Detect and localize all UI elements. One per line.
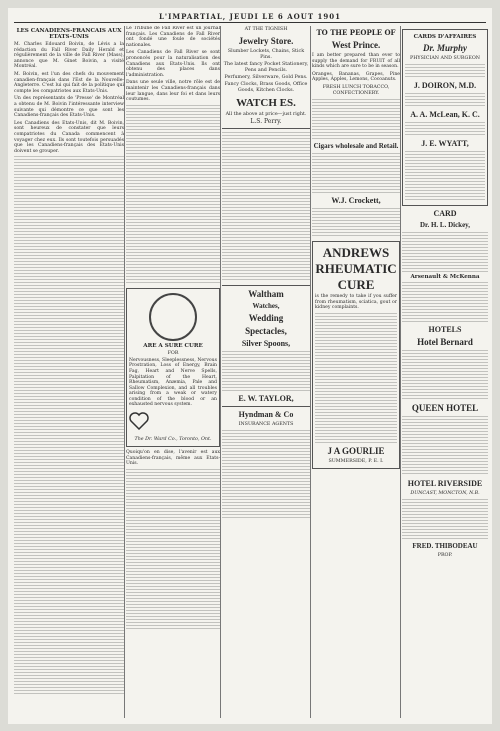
newspaper-page (8, 8, 492, 724)
article-text-block (14, 156, 124, 696)
article-headline: LES CANADIENS-FRANCAIS AUX ETATS-UNIS (16, 28, 122, 40)
wyatt-name: J. E. WYATT, (421, 139, 469, 148)
murphy-sub: PHYSICIAN AND SURGEON (410, 56, 480, 61)
taylor-name: E. W. TAYLOR, (238, 394, 294, 403)
column-rule (400, 26, 401, 718)
card-title: CARD (433, 209, 457, 218)
murphy-name: Dr. Murphy (422, 43, 467, 53)
thibodeau-prop: PROP. (437, 553, 453, 558)
gourlie-sub: SUMMERSIDE, P. E. I. (328, 458, 384, 464)
divider (222, 406, 310, 407)
watches-title: Watches, (252, 302, 280, 310)
remedy-list: Nervousness, Sleeplessness, Nervous Prostration, Loss of Energy, Brain Fag, Heart and Nerve Spells, Palpitation of the Heart, Rheumatism, Anæmia, Pale and Sallow Complexion, and all troubles arising from a weak or watery condition of the blood or an exhausted nervous system. (129, 357, 217, 408)
remedy-advertisement (126, 288, 220, 447)
article-text-block (126, 105, 220, 285)
column-rule (220, 26, 221, 718)
article-paragraph: M. Boivin, est l'un des chefs du mouvement canadien-français dans l'Est de la Nouvelle-Angleterre. C'est lui qui fait de la politique qui compte les compatriotes aux Etats-Unis. (14, 71, 124, 94)
thibodeau-name: FRED. THIBODEAU (412, 542, 478, 550)
waltham-title: Waltham (248, 289, 284, 299)
remedy-for: FOR (167, 350, 179, 356)
hyndman-sub: INSURANCE AGENTS (238, 422, 294, 427)
wedding-title: Wedding (248, 313, 284, 323)
article-text-block (402, 499, 488, 539)
remedy-title: ARE A SURE CURE (143, 342, 203, 349)
dickey-name: Dr. H. L. Dickey, (419, 221, 471, 229)
bernard-name: Hotel Bernard (417, 337, 473, 347)
article-paragraph: I am better prepared than ever to supply the demand for FRUIT of all kinds which are sure to be in season. (312, 53, 400, 70)
masthead-rule (14, 22, 486, 23)
people-title: TO THE PEOPLE OF (316, 28, 396, 37)
article-text-block (405, 151, 485, 201)
column-4 (312, 26, 400, 718)
store-item: The latest fancy Pocket Stationery, Pens and Pencils. (223, 62, 309, 73)
column-3 (222, 26, 310, 718)
queen-name: QUEEN HOTEL (411, 403, 479, 413)
store-name: Jewelry Store. (238, 36, 294, 46)
arsenault-name: Arsenault & McKenna (410, 274, 480, 280)
proprietor: L.S. Perry. (250, 118, 282, 125)
article-paragraph: Quoiqu'on en dise, l'avenir est aux Canadiens-français, même aux Etats-Unis. (126, 450, 220, 467)
riverside-sub: DUNCAST, MONCTON, N.B. (410, 491, 480, 496)
masthead: L'IMPARTIAL, JEUDI LE 6 AOUT 1901 (159, 12, 341, 21)
hyndman-name: Hyndman & Co (238, 410, 294, 419)
column-2 (126, 26, 220, 718)
article-text-block (222, 351, 310, 391)
spectacles-title: Spectacles, (245, 326, 287, 336)
article-text-block (312, 99, 400, 139)
article-paragraph: Les Canadiens de Fall River se sont prononcés pour la naturalisation des Canadiens aux Etats-Unis. Ils ont obtenu des places dans l'administration. (126, 50, 220, 78)
store-item: Perfumery, Silverware, Gold Pens. (224, 75, 308, 80)
article-paragraph: Les Canadiens des Etats-Unis, dit M. Boivin, sont heureux de constater que leurs compatriotes du Canada commencent à voyager chez eux. Ils sont toutefois persuadés que les Canadiens-français des Etats-Unis doivent se grouper. (14, 120, 124, 154)
andrews-title: RHEUMATIC (315, 260, 397, 276)
store-top-line: AT THE TIGNISH (244, 27, 288, 32)
divider (222, 285, 310, 286)
west-prince-title: West Prince. (331, 40, 381, 50)
andrews-advertisement (312, 241, 400, 469)
article-paragraph: Dans une seule ville, notre rôle est de maintenir les Canadiens-français dans leur langue, dans leur foi et dans leurs coutumes. (126, 80, 220, 103)
article-text-block (126, 469, 220, 629)
article-text-block (405, 122, 485, 136)
article-text-block (312, 208, 400, 238)
doiron-name: J. DOIRON, M.D. (413, 81, 477, 90)
column-5 (402, 26, 488, 718)
heart-icon (129, 412, 149, 430)
column-rule (310, 26, 311, 718)
article-text-block (402, 350, 488, 400)
riverside-name: HOTEL RIVERSIDE (407, 479, 483, 488)
remedy-logo (149, 293, 197, 341)
watch-line: All the above at price—just right. (225, 112, 307, 117)
divider (222, 128, 310, 129)
article-text-block (222, 132, 310, 282)
crockett-name: W.J. Crockett, (331, 195, 381, 205)
article-paragraph: Le Tribune de Fall River est un journal français. Les Canadiens de Fall River ont fondé une foule de sociétés nationales. (126, 26, 220, 48)
fresh-line: FRESH LUNCH TOBACCO, CONFECTIONERY. (322, 84, 390, 96)
andrews-title: ANDREWS (322, 244, 390, 260)
article-text-block (405, 64, 485, 78)
business-cards (402, 29, 488, 206)
article-text-block (222, 430, 310, 520)
article-text-block (315, 313, 397, 443)
cards-title: CARDS D'AFFAIRES (413, 34, 477, 40)
hotels-title: HOTELS (428, 325, 462, 334)
article-text-block (402, 416, 488, 476)
remedy-note: The Dr. Ward Co., Toronto, Ont. (134, 437, 212, 443)
article-paragraph: Oranges, Bananas, Grapes, Pine Apples, Apples, Lemons, Cocoanuts. (312, 71, 400, 83)
column-rule (124, 26, 125, 718)
andrews-title: CURE (337, 276, 375, 292)
article-text-block (402, 282, 488, 322)
article-text-block (402, 232, 488, 272)
store-item: Fancy Clocks, Brass Goods, Office Goods, Kitchen Clocks. (224, 82, 308, 93)
watch-title: WATCH ES. (236, 97, 296, 109)
store-item: Slumber Lockets, Chains, Stick Pins. (227, 49, 305, 60)
article-paragraph: Un des représentants de 'Presse' de Montréal a obtenu de M. Boivin l'intéressante interview suivante qui démontre ce que sont les Canadiens-français des Etats-Unis. (14, 96, 124, 119)
column-1 (14, 26, 124, 718)
silver-title: Silver Spoons, (241, 339, 291, 348)
andrews-text: is the remedy to take if you suffer from rheumatism, sciatica, gout or kidney complaints. (315, 293, 397, 311)
mclean-name: A. A. McLean, K. C. (410, 110, 480, 119)
article-paragraph: M. Charles Edouard Boivin, de Lévis a la rédaction du Fall River Daily Herald et régulièrement de la ville de Fall River (Mass), annonce que M. Ginet Boivin, a visité Montréal. (14, 42, 124, 70)
cigars-line: Cigars wholesale and Retail. (313, 141, 399, 150)
article-text-block (312, 153, 400, 193)
gourlie-name: J A GOURLIE (327, 445, 385, 456)
article-text-block (405, 93, 485, 107)
